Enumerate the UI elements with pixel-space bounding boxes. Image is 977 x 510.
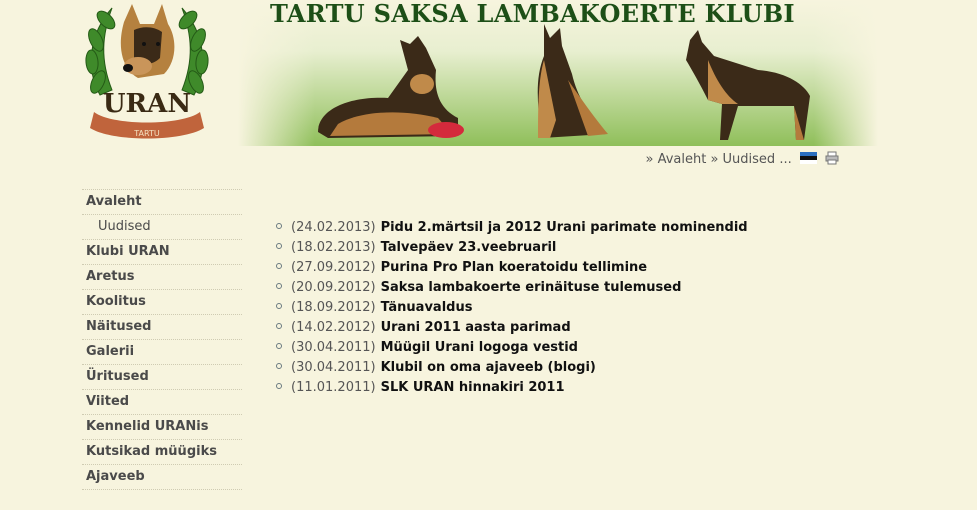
- bullet-icon: [276, 383, 282, 389]
- bullet-icon: [276, 363, 282, 369]
- news-link[interactable]: Pidu 2.märtsil ja 2012 Urani parimate nominendid: [380, 220, 748, 235]
- list-item: [276, 298, 916, 318]
- sidebar-item-uudised[interactable]: Uudised: [82, 214, 242, 239]
- bullet-icon: [276, 223, 282, 229]
- logo-subtext: TARTU: [134, 129, 160, 138]
- site-header: [0, 0, 977, 148]
- list-item: [276, 358, 916, 378]
- list-item: [276, 238, 916, 258]
- sidebar-item-ajaveeb[interactable]: Ajaveeb: [82, 464, 242, 490]
- sidebar-item-naitused[interactable]: Näitused: [82, 314, 242, 339]
- sidebar-item-uritused[interactable]: Üritused: [82, 364, 242, 389]
- news-link[interactable]: Klubil on oma ajaveeb (blogi): [380, 360, 596, 375]
- news-list: [276, 218, 916, 398]
- list-item: [276, 338, 916, 358]
- news-link[interactable]: Talvepäev 23.veebruaril: [380, 240, 557, 255]
- bullet-icon: [276, 283, 282, 289]
- list-item: [276, 258, 916, 278]
- news-link[interactable]: Tänuavaldus: [380, 300, 473, 315]
- sidebar-item-kutsikad[interactable]: Kutsikad müügiks: [82, 439, 242, 464]
- estonian-flag-icon[interactable]: [800, 152, 817, 164]
- logo-text: URAN: [102, 89, 192, 119]
- sidebar-item-klubi-uran[interactable]: Klubi URAN: [82, 239, 242, 264]
- site-title: TARTU SAKSA LAMBAKOERTE KLUBI: [270, 0, 795, 28]
- bullet-icon: [276, 343, 282, 349]
- news-date: (14.02.2012): [291, 320, 376, 335]
- bullet-icon: [276, 263, 282, 269]
- breadcrumb: [645, 151, 839, 169]
- sidebar-item-aretus[interactable]: Aretus: [82, 264, 242, 289]
- news-date: (24.02.2013): [291, 220, 376, 235]
- sidebar-item-viited[interactable]: Viited: [82, 389, 242, 414]
- news-link[interactable]: SLK URAN hinnakiri 2011: [380, 380, 565, 395]
- news-link[interactable]: Müügil Urani logoga vestid: [380, 340, 578, 355]
- list-item: [276, 318, 916, 338]
- news-date: (18.09.2012): [291, 300, 376, 315]
- sidebar-item-galerii[interactable]: Galerii: [82, 339, 242, 364]
- breadcrumb-current[interactable]: » Uudised ...: [710, 152, 792, 167]
- news-date: (30.04.2011): [291, 340, 376, 355]
- bullet-icon: [276, 303, 282, 309]
- news-link[interactable]: Purina Pro Plan koeratoidu tellimine: [380, 260, 648, 275]
- news-date: (11.01.2011): [291, 380, 376, 395]
- list-item: [276, 378, 916, 398]
- news-date: (27.09.2012): [291, 260, 376, 275]
- news-date: (30.04.2011): [291, 360, 376, 375]
- news-date: (18.02.2013): [291, 240, 376, 255]
- breadcrumb-home[interactable]: » Avaleht: [645, 152, 707, 167]
- news-link[interactable]: Urani 2011 aasta parimad: [380, 320, 571, 335]
- list-item: [276, 218, 916, 238]
- sidebar-item-avaleht[interactable]: Avaleht: [82, 189, 242, 214]
- print-icon[interactable]: [825, 151, 839, 165]
- list-item: [276, 278, 916, 298]
- sidebar-item-koolitus[interactable]: Koolitus: [82, 289, 242, 314]
- news-date: (20.09.2012): [291, 280, 376, 295]
- sidebar-nav: [82, 189, 242, 490]
- uran-logo[interactable]: [82, 0, 212, 146]
- bullet-icon: [276, 323, 282, 329]
- bullet-icon: [276, 243, 282, 249]
- news-link[interactable]: Saksa lambakoerte erinäituse tulemused: [380, 280, 682, 295]
- sidebar-item-kennelid[interactable]: Kennelid URANis: [82, 414, 242, 439]
